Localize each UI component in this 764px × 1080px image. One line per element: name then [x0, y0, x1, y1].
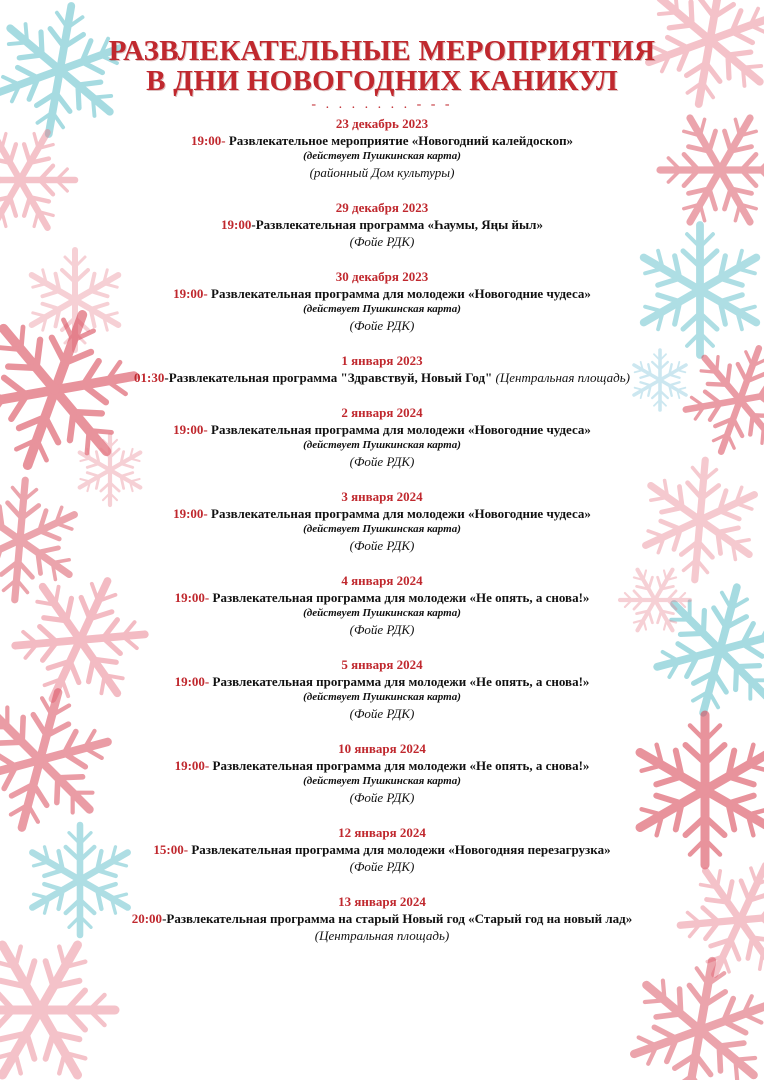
event-time: 19:00-	[174, 674, 210, 689]
event-venue: (Центральная площадь)	[314, 928, 450, 943]
event-note: (действует Пушкинская карта)	[303, 303, 461, 315]
event-description: -Развлекательная программа "Здравствуй, Новый Год"	[164, 370, 493, 385]
event-line	[100, 757, 664, 774]
event-line	[100, 841, 664, 858]
event-description: Развлекательная программа для молодежи «Новогодняя перезагрузка»	[188, 842, 611, 857]
event-note: (действует Пушкинская карта)	[303, 150, 461, 162]
event-line	[100, 132, 664, 149]
event-line	[100, 910, 664, 927]
event-date: 23 декабрь 2023	[335, 116, 429, 131]
page-title-line-1: РАЗВЛЕКАТЕЛЬНЫЕ МЕРОПРИЯТИЯ	[108, 35, 656, 67]
event-time: 19:00	[221, 217, 252, 232]
event-time: 19:00-	[173, 506, 208, 521]
event-note: (действует Пушкинская карта)	[303, 775, 461, 787]
event-venue: (Фойе РДК)	[349, 318, 415, 333]
event-venue: (Фойе РДК)	[349, 706, 415, 721]
snowflake-icon	[619, 949, 764, 1080]
event-line	[100, 505, 664, 522]
event-description: Развлекательная программа для молодежи «Не опять, а снова!»	[209, 674, 590, 689]
event-date: 30 декабря 2023	[335, 269, 429, 284]
event-item	[100, 875, 664, 944]
event-spacer	[100, 554, 664, 572]
event-date: 5 января 2024	[341, 657, 423, 672]
event-date: 3 января 2024	[341, 489, 423, 504]
event-time: 15:00-	[153, 842, 189, 857]
event-time: 19:00-	[174, 758, 210, 773]
event-line	[100, 589, 664, 606]
title-divider: ‑ . . . . . . . ‑ ‑ ‑	[311, 97, 453, 112]
event-venue: (Фойе РДК)	[349, 790, 415, 805]
event-item	[100, 115, 664, 181]
event-date: 13 января 2024	[338, 894, 426, 909]
event-spacer	[100, 722, 664, 740]
event-description: Развлекательная программа для молодежи «Не опять, а снова!»	[209, 758, 590, 773]
event-venue: (Фойе РДК)	[349, 859, 415, 874]
event-description: -Развлекательная программа на старый Новый год «Старый год на новый лад»	[162, 911, 633, 926]
event-item	[100, 334, 664, 386]
event-description: Развлекательная программа для молодежи «Не опять, а снова!»	[209, 590, 590, 605]
event-date: 2 января 2024	[341, 405, 423, 420]
event-venue: (Фойе РДК)	[349, 234, 415, 249]
events-poster	[100, 0, 664, 944]
event-time: 19:00-	[190, 133, 226, 148]
event-time: 01:30	[134, 370, 165, 385]
event-venue: (районный Дом культуры)	[309, 165, 455, 180]
event-description: Развлекательное мероприятие «Новогодний калейдоскоп»	[225, 133, 574, 148]
event-item	[100, 386, 664, 470]
event-spacer	[100, 250, 664, 268]
event-spacer	[100, 806, 664, 824]
event-note: (действует Пушкинская карта)	[303, 607, 461, 619]
event-venue: (Фойе РДК)	[349, 538, 415, 553]
events-list	[100, 115, 664, 944]
event-spacer	[100, 386, 664, 404]
event-time: 19:00-	[173, 422, 208, 437]
event-line	[100, 673, 664, 690]
event-description: -Развлекательная программа «Һаумы, Яңы йыл»	[251, 217, 543, 232]
event-date: 4 января 2024	[341, 573, 423, 588]
event-item	[100, 722, 664, 806]
event-spacer	[100, 470, 664, 488]
snowflake-icon	[670, 330, 764, 471]
event-venue: (Центральная площадь)	[492, 370, 630, 385]
event-line	[100, 369, 664, 386]
event-venue: (Фойе РДК)	[349, 454, 415, 469]
event-item	[100, 470, 664, 554]
event-line	[100, 216, 664, 233]
event-note: (действует Пушкинская карта)	[303, 439, 461, 451]
event-spacer	[100, 181, 664, 199]
event-time: 19:00-	[174, 590, 210, 605]
event-time: 20:00	[131, 911, 163, 926]
event-date: 29 декабря 2023	[335, 200, 429, 215]
event-item	[100, 554, 664, 638]
event-item	[100, 638, 664, 722]
event-description: Развлекательная программа для молодежи «Новогодние чудеса»	[207, 286, 591, 301]
event-date: 10 января 2024	[338, 741, 426, 756]
event-date: 12 января 2024	[338, 825, 426, 840]
event-venue: (Фойе РДК)	[349, 622, 415, 637]
event-note: (действует Пушкинская карта)	[303, 523, 461, 535]
event-description: Развлекательная программа для молодежи «Новогодние чудеса»	[207, 422, 591, 437]
event-time: 19:00-	[173, 286, 208, 301]
event-note: (действует Пушкинская карта)	[303, 691, 461, 703]
event-spacer	[100, 334, 664, 352]
event-item	[100, 181, 664, 250]
event-line	[100, 421, 664, 438]
event-description: Развлекательная программа для молодежи «Новогодние чудеса»	[207, 506, 591, 521]
event-item	[100, 806, 664, 875]
page-title-line-2: В ДНИ НОВОГОДНИХ КАНИКУЛ	[146, 65, 618, 97]
page-title	[100, 36, 664, 96]
event-spacer	[100, 875, 664, 893]
event-line	[100, 285, 664, 302]
event-date: 1 января 2023	[341, 353, 423, 368]
event-item	[100, 250, 664, 334]
event-spacer	[100, 638, 664, 656]
